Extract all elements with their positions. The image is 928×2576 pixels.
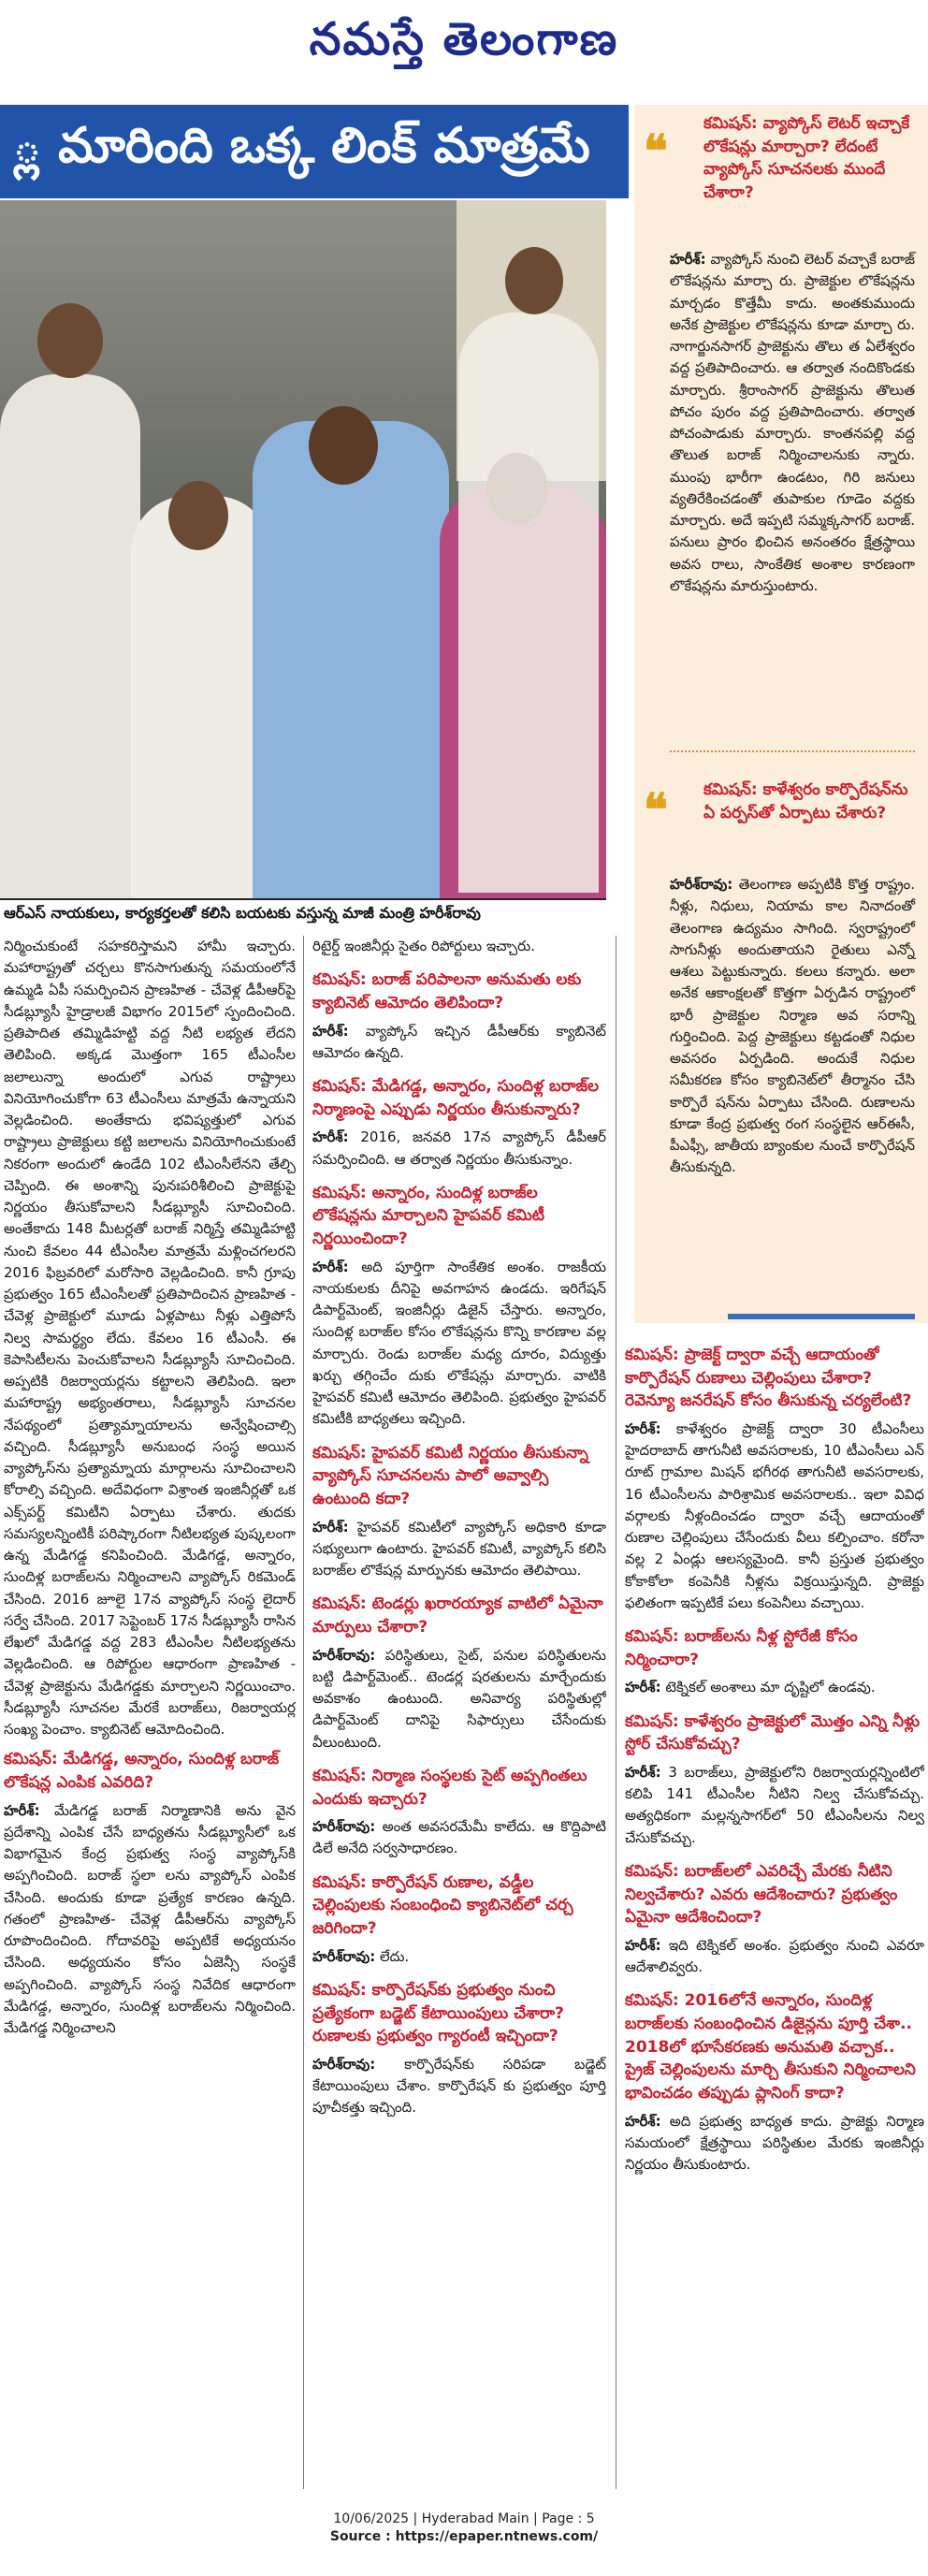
- footer-source: Source : https://epaper.ntnews.com/: [329, 2529, 599, 2544]
- photo-person: [253, 421, 449, 898]
- answer-speaker: హరీశ్:: [670, 251, 706, 268]
- photo-person-head: [168, 481, 228, 550]
- qa-answer: [625, 2111, 924, 2176]
- answer-text: ఇది టెక్నికల్ అంశం. ప్రభుత్వం నుంచి ఎవరూ ఆదేశాలివ్వరు.: [625, 1936, 924, 1976]
- answer-speaker: హరీశ్‌రావు:: [312, 1947, 376, 1965]
- qa-question: కమిషన్: కార్పొరేషన్‌కు ప్రభుత్వం నుంచి ప్రత్యేకంగా బడ్జెట్ కేటాయింపులు చేశారా? రుణాలకు ప్రభుత్వం గ్యారంటీ ఇచ్చిందా?: [312, 1980, 564, 2046]
- article-column-1: [4, 936, 296, 2489]
- qa-question: కమిషన్: కాళేశ్వరం ప్రాజెక్టులో మొత్తం ఎన్ని నీళ్లు స్టోర్ చేసుకోవచ్చు?: [625, 1711, 921, 1754]
- answer-text: పరిస్థితులు, సైట్, పనుల పరిస్థితులను బట్టి డిపార్ట్‌మెంట్.. టెండర్ల షరతులను మార్చేందుకు అవకాశం ఉంటుంది. అనివార్య పరిస్థితుల్లో డిపార్ట్‌మెంట్ దానిపై సిఫార్సులు చేసేందుకు వీలుంటుంది.: [312, 1646, 606, 1751]
- answer-text: మేడిగడ్డ బరాజ్ నిర్మాణానికి అను వైన ప్రదేశాన్ని ఎంపిక చేసే బాధ్యతను సీడబ్ల్యూసీలో ఒక విభాగమైన కేంద్ర ప్రభుత్వ సంస్థ వ్యాప్కోస్‌కి అప్పగించింది. బరాజ్ స్థలా లను వ్యాప్కోస్ ఎంపిక చేసింది. అందుకు కూడా ప్రత్యేక కారణం ఉన్నది. గతంలో ప్రాణహిత- చేవెళ్ల డీపీఆర్‌ను వ్యాప్కోస్ రూపొందించింది. గోదావరిపై అప్పటికే అధ్యయనం చేసింది. అధ్యయనం కోసం ఏజెన్సీ సంస్థకే అప్పగించింది. వ్యాప్కోస్ సంస్థ నివేదిక ఆధారంగా మేడిగడ్డ, అన్నారం, సుందిళ్ల బరాజ్‌లను నిర్మించింది. మేడిగడ్డ నిర్మించాలని: [4, 1801, 296, 2037]
- answer-speaker: హరీశ్:: [4, 1801, 40, 1819]
- answer-text: కాళేశ్వరం ప్రాజెక్ట్ ద్వారా 30 టీఎంసీలు హైదరాబాద్ తాగునీటి అవసరాలకు, 10 టీఎంసీలు ఎన్ రూట్ గ్రామాల మిషన్ భగీరథ తాగునీటి అవసరాలకు, 16 టీఎంసీలను పారిశ్రామిక అవసరాలకు.. ఇలా వివిధ వర్గాలకు నీళ్లందించడం ద్వారా వచ్చే ఆదాయంతో రుణాల చెల్లింపులు చేసేందుకు వీలు కల్పించాం. కరోనా వల్ల 2 ఏండ్లు ఆలస్యమైంది. కానీ ప్రస్తుత ప్రభుత్వం కోకాకోలా కంపెనీకి నీళ్లను విక్రయిస్తున్నది. ప్రాజెక్టు ఫలితంగా ఇప్పటికే పలు కంపెనీలు వచ్చాయి.: [625, 1419, 924, 1611]
- column-answer: [4, 1800, 296, 2040]
- qa-list: [625, 1344, 924, 2176]
- photo-caption: [0, 898, 606, 928]
- answer-text: 3 బరాజ్‌లు, ప్రాజెక్టులోని రిజర్వాయర్లన్నింటిలో కలిపి 141 టీఎంసీల నీటిని నిల్వ చేసుకోవచ్చు. అత్యధికంగా మల్లన్నసాగర్‌లో 50 టీఎంసీలను నిల్వ చేసుకోవచ్చు.: [625, 1763, 924, 1846]
- qa-answer: [312, 1816, 606, 1860]
- photo-person: [0, 374, 140, 898]
- qa-question: కమిషన్: టెండర్లు ఖరారయ్యాక వాటిలో ఏమైనా మార్పులు చేశారా?: [312, 1594, 603, 1637]
- qa-answer: [625, 1677, 924, 1698]
- answer-text: వ్యాప్కోస్ ఇచ్చిన డీపీఆర్‌కు క్యాబినెట్ ఆమోదం ఉన్నది.: [312, 1022, 606, 1061]
- qa-question: కమిషన్: 2016లోనే అన్నారం, సుందిళ్ల బరాజ్‌లకు సంబంధించిన డిజైన్లను పూర్తి చేశా.. 2018లో భూసేకరణకు అనుమతి వచ్చాక.. ప్రైజ్ చెల్లింపులను మార్చి తీసుకుని నిర్మించాలని భావించడం తప్పుడు ప్లానింగ్ కాదా?: [625, 1991, 916, 2103]
- answer-text: లేదు.: [375, 1947, 410, 1965]
- qa-question: కమిషన్: కార్పొరేషన్ రుణాల, వడ్డీల చెల్లింపులకు సంబంధించి క్యాబినెట్‌లో చర్చ జరిగిందా?: [312, 1872, 573, 1938]
- qa-answer: [312, 2054, 606, 2119]
- answer-speaker: హరీశ్‌రావు:: [312, 1818, 376, 1836]
- answer-speaker: హరీశ్‌రావు:: [670, 876, 733, 893]
- column-text: రిటైర్డ్ ఇంజినీర్లు సైతం రిపోర్టులు ఇచ్చారు.: [312, 938, 535, 954]
- qa-answer: [312, 1517, 606, 1582]
- answer-text: వ్యాప్కోస్ నుంచి లెటర్ వచ్చాకే బరాజ్ లొకేషన్లను మార్చా రు. ప్రాజెక్టుల లొకేషన్లను మార్చడం కొత్తేమీ కాదు. అంతకుముందు అనేక ప్రాజెక్టుల లొకేషన్లను కూడా మార్చా రు. నాగార్జునసాగర్ ప్రాజెక్టును తొలు త ఏలేశ్వరం వద్ద ప్రతిపాదించారు. ఆ తర్వాత నందికొండకు మార్చారు. శ్రీరాంసాగర్ ప్రాజెక్టును తొలుత పోచం పురం వద్ద ప్రతిపాదించారు. తర్వాత పోచంపాడుకు మార్చారు. కాంతనపల్లి వద్ద తొలుత బరాజ్ నిర్మించాలనుకు న్నారు. ముంపు భారీగా ఉండటం, గిరి జనులు వ్యతిరేకించడంతో తుపాకుల గూడెం వద్దకు మార్చారు. అదే ఇప్పటి సమ్మక్కసాగర్ బరాజ్. పనులు ప్రారం భించిన అనంతరం క్షేత్రస్థాయి అవస రాలు, సాంకేతిక అంశాల కారణంగా లొకేషన్లను మారుస్తుంటారు.: [670, 251, 915, 594]
- answer-text: హైపవర్ కమిటీలో వ్యాప్కోస్ అధికారి కూడా సభ్యులుగా ఉంటారు. హైపవర్ కమిటీ, వ్యాప్కోస్ కలిసి బరాజ్‌ల లొకేషన్ల మార్పునకు ఆమోదం తెలిపాయి.: [312, 1518, 606, 1579]
- masthead: [0, 0, 928, 90]
- answer-speaker: హరీశ్:: [312, 1128, 349, 1146]
- answer-text: కార్పొరేషన్‌కు సరిపడా బడ్జెట్ కేటాయింపులు చేశాం. కార్పొరేషన్ కు ప్రభుత్వం పూర్తి పూచీకత్తు ఇచ్చింది.: [312, 2055, 606, 2117]
- answer-speaker: హరీశ్:: [625, 1763, 661, 1781]
- answer-text: అంత అవసరమేమీ కాలేదు. ఆ కొద్దిపాటి డిలే అనేది సర్వసాధారణం.: [312, 1818, 606, 1857]
- sidebar-answer-2: [670, 874, 915, 1179]
- qa-question: కమిషన్: బరాజ్ పరిపాలనా అనుమతు లకు క్యాబినెట్ ఆమోదం తెలిపిందా?: [312, 970, 582, 1012]
- answer-speaker: హరీశ్:: [312, 1022, 349, 1040]
- qa-question: కమిషన్: నిర్మాణ సంస్థలకు సైట్ అప్పగింతలు ఎందుకు ఇచ్చారు?: [312, 1766, 587, 1809]
- sidebar-question-1: కమిషన్: వ్యాప్కోస్ లెటర్ ఇచ్చాకే లొకేషన్లు మార్చారా? లేదంటే వ్యాప్కోస్ సూచనలకు ముందే చేశారా?: [703, 114, 910, 202]
- headline: ్ల మారింది ఒక్క లింక్ మాత్రమే: [13, 117, 590, 174]
- qa-question: కమిషన్: మేడిగడ్డ, అన్నారం, సుందిళ్ల బరాజ్‌ల నిర్మాణంపై ఎప్పుడు నిర్ణయం తీసుకున్నారు?: [312, 1077, 600, 1119]
- photo-person-head: [309, 406, 378, 485]
- newspaper-title: నమస్తే తెలంగాణ: [309, 13, 619, 65]
- answer-speaker: హరీశ్:: [625, 2112, 661, 2130]
- sidebar-question-2: కమిషన్: కాళేశ్వరం కార్పొరేషన్‌ను ఏ పర్పస్‌తో ఏర్పాటు చేశారు?: [703, 780, 908, 822]
- qa-question: కమిషన్: అన్నారం, సుందిళ్ల బరాజ్‌ల లొకేషన్లను మార్చాలని హైపవర్ కమిటీ నిర్ణయించిందా?: [312, 1183, 544, 1249]
- answer-speaker: హరీశ్‌రావు:: [312, 2055, 376, 2073]
- article-column-2: [312, 936, 606, 2489]
- photo-person: [131, 496, 271, 898]
- qa-answer: [312, 1946, 606, 1968]
- answer-speaker: హరీశ్:: [625, 1936, 661, 1954]
- photo-person-head: [505, 247, 563, 314]
- headline-bar: [0, 105, 629, 198]
- qa-answer: [625, 1935, 924, 1979]
- qa-question: కమిషన్: ప్రాజెక్ట్ ద్వారా వచ్చే ఆదాయంతో కార్పొరేషన్ రుణాలు చెల్లింపులు చేశారా? రెవెన్యూ జనరేషన్ కోసం తీసుకున్న చర్యలేంటి?: [625, 1346, 912, 1411]
- qa-answer: [625, 1762, 924, 1849]
- answer-text: అది పూర్తిగా సాంకేతిక అంశం. రాజకీయ నాయకులకు దీనిపై అవగాహన ఉండదు. ఇరిగేషన్ డిపార్ట్‌మెంట్, ఇంజినీర్లు డిజైన్ చేస్తారు. అన్నారం, సుందిళ్ల బరాజ్‌ల కోసం లొకేషన్లను కొన్ని కారణాల వల్ల మార్చారు. రెండు బరాజ్‌ల మధ్య దూరం, విద్యుత్తు ఖర్చు తగ్గించేం దుకు లొకేషన్లు మార్చారు. వాటికి హైపవర్ కమిటీ ఆమోదం తెలిపింది. ప్రభుత్వం హైపవర్ కమిటీకి బాధ్యతలు ఇచ్చింది.: [312, 1258, 606, 1428]
- answer-speaker: హరీశ్:: [625, 1679, 661, 1696]
- qa-answer: [312, 1257, 606, 1431]
- qa-answer: [312, 1021, 606, 1065]
- qa-list: [312, 968, 606, 2118]
- column-text: నిర్మించుకుంటే సహకరిస్తామని హామీ ఇచ్చారు. మహారాష్ట్రతో చర్చలు కొనసాగుతున్న సమయంలోనే ఉమ్మడి ఏపీ సమర్పించిన ప్రాణహిత - చేవెళ్ల డీపీఆర్‌పై సీడబ్ల్యూసీ హైడ్రాలజీ విభాగం 2015లో స్పందించింది. ప్రతిపాదిత తమ్మిడిహట్టి వద్ద నీటి లభ్యత లేదని తెలిపింది. అక్కడ మొత్తంగా 165 టీఎంసీల జలాలున్నా అందులో ఎగువ రాష్ట్రాలు వినియోగించుకోగా 63 టీఎంసీలు మాత్రమే ఉన్నాయని వెల్లడించింది. అంతేకాదు భవిష్యత్తులో ఎగువ రాష్ట్రాలు ప్రాజెక్టులు కట్టి జలాలను వినియోగించుకుంటే నికరంగా అందులో ఉండేది 102 టీఎంసీలేనని తేల్చి చెప్పింది. ఈ అంశాన్ని పునఃపరిశీలించి ప్రాజెక్టుపై నిర్ణయం తీసుకోవాలని సీడబ్ల్యూసీ సూచించింది. అంతేకాదు 148 మీటర్లతో బరాజ్ నిర్మిస్తే తమ్మిడిహట్టి నుంచి కేవలం 44 టీఎంసీల మాత్రమే మళ్లించగలరని 2016 ఫిబ్రవరిలో మరోసారి వెల్లడించింది. కానీ గ్రూపు ప్రభుత్వం 165 టీఎంసీలతో ప్రతిపాదించిన ప్రాణహిత - చేవెళ్ల ప్రాజెక్టులో మూడు ఏళ్లపాటు నీళ్లు ఎత్తిపోసే నిల్వ సామర్థ్యం లేదు. కేవలం 16 టీఎంసీ. ఈ కెపాసిటీలను పెంచుకోవాలని సీడబ్ల్యూసీ సూచించింది. అప్పటికి రిజర్వాయర్లను కట్టాలని తెలిపింది. ఇలా మహారాష్ట్ర అభ్యంతరాలు, సీడబ్ల్యూసీ సూచనల నేపథ్యంలో ప్రత్యామ్నాయాలను అన్వేషించాల్సి వచ్చింది. సీడబ్ల్యూసీ అనుబంధ సంస్థ అయిన వ్యాప్కోస్‌ను ప్రత్యామ్నాయ మార్గాలను సూచించాలని కోరాల్సి వచ్చింది. అదేవిధంగా విశ్రాంత ఇంజినీర్లతో ఒక ఎక్స్‌పర్ట్ కమిటీని ఏర్పాటు చేశారు. తుదకు సమస్యలన్నింటికీ పరిష్కారంగా నీటిలభ్యత పుష్కలంగా ఉన్న మేడిగడ్డ కనిపించింది. మేడిగడ్డ, అన్నారం, సుందిళ్ల బరాజ్‌లను నిర్మించాలని వ్యాప్కోస్ రికమెండ్ చేసింది. 2016 జూలై 17న వ్యాప్కోస్ సంస్థ లైదార్ సర్వే చేసింది. 2017 సెప్టెంబర్ 17న సీడబ్ల్యూసీ రాసిన లేఖలో మేడిగడ్డ వద్ద 283 టీఎంసీల నీటిలభ్యతను వెల్లడించింది. ఆ రిపోర్టుల ఆధారంగా ప్రాణహిత - చేవెళ్ల ప్రాజెక్టును మేడిగడ్డకు మార్చాలని నిర్ణయించాం. సీడబ్ల్యూసీ సూచనల మేరకే బరాజ్‌లు, రిజర్వాయర్ల సంఖ్య పెంచాం. క్యాబినెట్ ఆమోదించింది.: [4, 938, 296, 1738]
- column-question: కమిషన్: మేడిగడ్డ, అన్నారం, సుందిళ్ల బరాజ్ లొకేషన్ల ఎంపిక ఎవరిది?: [4, 1750, 280, 1792]
- answer-speaker: హరీశ్:: [312, 1518, 349, 1535]
- photo-person: [458, 313, 599, 893]
- column-divider: [303, 936, 304, 2489]
- sidebar-box: [634, 105, 928, 1323]
- article-column-3: [625, 1332, 924, 2489]
- answer-text: 2016, జనవరి 17న వ్యాప్కోస్ డీపీఆర్ సమర్పించింది. ఆ తర్వాత నిర్ణయం తీసుకున్నాం.: [312, 1128, 606, 1168]
- quote-icon: ❝: [644, 125, 668, 178]
- news-photo: [0, 200, 606, 898]
- qa-answer: [312, 1127, 606, 1171]
- footer-date-edition: 10/06/2025 | Hyderabad Main | Page : 5: [333, 2511, 595, 2526]
- qa-answer: [312, 1645, 606, 1754]
- answer-speaker: హరీశ్‌రావు:: [312, 1646, 376, 1664]
- photo-caption-text: ఆర్ఎస్ నాయకులు, కార్యకర్తలతో కలిసి బయటకు వస్తున్న మాజీ మంత్రి హరీశ్‌రావు: [4, 903, 481, 922]
- dotted-divider: [670, 750, 915, 752]
- answer-text: అది ప్రభుత్వ బాధ్యత కాదు. ప్రాజెక్టు నిర్మాణ సమయంలో క్షేత్రస్థాయి పరిస్థితుల మేరకు ఇంజినీర్లు నిర్ణయం తీసుకుంటారు.: [625, 2112, 924, 2174]
- qa-answer: [625, 1419, 924, 1614]
- answer-speaker: హరీశ్:: [312, 1258, 349, 1275]
- qa-question: కమిషన్: హైపవర్ కమిటీ నిర్ణయం తీసుకున్నా వ్యాప్కోస్ సూచనలను పాలో అవ్వాల్సి ఉంటుంది కదా?: [312, 1443, 588, 1509]
- qa-question: కమిషన్: బరాజ్‌లను నీళ్ల స్టోరేజీ కోసం నిర్మించారా?: [625, 1627, 858, 1669]
- answer-text: టెక్నికల్ అంశాలు మా దృష్టిలో ఉండవు.: [660, 1679, 876, 1696]
- sidebar-bottom-bar: [728, 1314, 915, 1319]
- qa-question: కమిషన్: బరాజ్‌లలో ఎవరిచ్చే మేరకు నీటిని నిల్వచేశారు? ఎవరు ఆదేశించారు? ప్రభుత్వం ఏమైనా ఆదేశించిందా?: [625, 1861, 898, 1928]
- sidebar-answer-1: [670, 249, 915, 597]
- answer-text: తెలంగాణ అప్పటికి కొత్త రాష్ట్రం. నీళ్లు, నిధులు, నియామ కాల నినాదంతో తెలంగాణ ఉద్యమం సాగింది. స్వరాష్ట్రంలో సాగునీళ్లు అందుతాయని రైతులు ఎన్నో ఆశలు పెట్టుకున్నారు. కలలు కన్నారు. అలా అనేక ఆకాంక్షలతో కొత్తగా ఏర్పడిన రాష్ట్రంలో భారీ ప్రాజెక్టుల నిర్మాణ అవ సరాన్ని గుర్తించింది. పెద్ద ప్రాజెక్టులు కట్టడంతో నిధుల అవసరం ఏర్పడింది. అందుకే నిధుల సమీకరణ కోసం క్యాబినెట్‌లో తీర్మానం చేసి కార్పొరే షన్‌ను ఏర్పాటు చేసింది. రుణాలను కూడా కేంద్ర ప్రభుత్వ రంగ సంస్థలైన ఆర్ఈసీ, పీఎఫ్సీ, జాతీయ బ్యాంకుల నుంచే కార్పొరేషన్ తీసుకున్నది.: [670, 876, 915, 1176]
- photo-person-head: [37, 303, 103, 378]
- answer-speaker: హరీశ్:: [625, 1419, 661, 1437]
- quote-icon: ❝: [644, 784, 668, 837]
- footer: [0, 2511, 928, 2544]
